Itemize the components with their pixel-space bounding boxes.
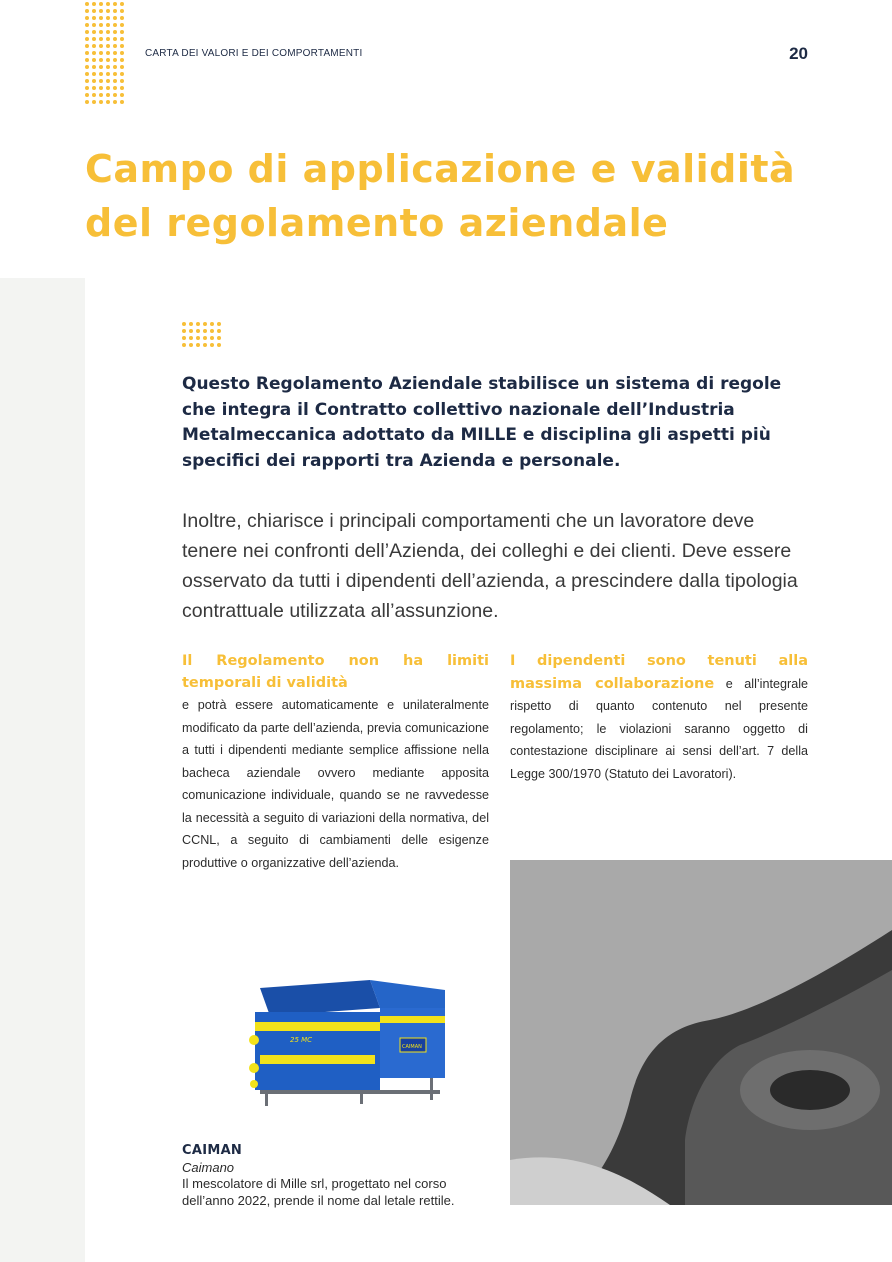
dot	[120, 44, 124, 48]
dot	[182, 336, 186, 340]
dot	[92, 9, 96, 13]
product-brand-label: CAIMAN	[402, 1044, 422, 1050]
dot	[99, 2, 103, 6]
dot	[113, 23, 117, 27]
dot	[92, 51, 96, 55]
dot	[113, 37, 117, 41]
dot	[210, 322, 214, 326]
dot-pattern-small	[182, 322, 221, 347]
dot	[106, 30, 110, 34]
dot	[92, 58, 96, 62]
running-header: CARTA DEI VALORI E DEI COMPORTAMENTI	[145, 48, 363, 59]
dot	[113, 30, 117, 34]
dot	[113, 2, 117, 6]
dot	[92, 44, 96, 48]
dot	[120, 86, 124, 90]
dot	[92, 23, 96, 27]
column-left-body: e potrà essere automaticamente e unilateralmente modificato da parte dell’azienda, previa comunicazione a tutti i dipendenti mediante semplice affissione nella bacheca aziendale ovvero mediante apposita comunicazione individuale, quando se ne ravvedesse la necessità a seguito di variazioni della normativa, del CCNL, a seguito di cambiamenti delle esigenze produttive o organizzative dell’azienda.	[182, 698, 489, 870]
dot	[85, 79, 89, 83]
dot	[182, 322, 186, 326]
dot	[99, 86, 103, 90]
dot	[92, 2, 96, 6]
dot	[113, 9, 117, 13]
dot	[113, 100, 117, 104]
dot	[189, 336, 193, 340]
dot	[113, 72, 117, 76]
column-left	[182, 650, 489, 874]
dot	[120, 2, 124, 6]
dot	[99, 30, 103, 34]
dot	[189, 329, 193, 333]
dot	[120, 37, 124, 41]
dot	[113, 51, 117, 55]
side-panel	[0, 278, 85, 1262]
dot	[113, 44, 117, 48]
dot	[120, 100, 124, 104]
mixer-product-image	[240, 960, 455, 1110]
intro-paragraph: Inoltre, chiarisce i principali comportamenti che un lavoratore deve tenere nei confronti dell’Azienda, dei colleghi e dei clienti. Deve essere osservato da tutti i dipendenti dell’azienda, a prescindere dalla tipologia contrattuale utilizzata all’assunzione.	[182, 510, 798, 622]
dot	[85, 30, 89, 34]
dot	[99, 23, 103, 27]
column-right-body: e all’integrale rispetto di quanto contenuto nel presente regolamento; le violazioni saranno oggetto di contestazione disciplinare ai sensi dell’art. 7 della Legge 300/1970 (Statuto dei Lavoratori).	[510, 676, 808, 781]
dot	[120, 93, 124, 97]
dot	[106, 65, 110, 69]
dot	[113, 79, 117, 83]
dot	[106, 51, 110, 55]
dot	[85, 51, 89, 55]
dot	[85, 58, 89, 62]
dot	[120, 58, 124, 62]
dot	[196, 343, 200, 347]
dot	[92, 16, 96, 20]
dot	[99, 100, 103, 104]
dot	[106, 79, 110, 83]
dot	[85, 100, 89, 104]
dot	[99, 16, 103, 20]
dot	[85, 2, 89, 6]
dot	[99, 72, 103, 76]
dot	[120, 23, 124, 27]
dot	[92, 72, 96, 76]
dot	[106, 9, 110, 13]
column-right	[510, 650, 808, 785]
dot	[217, 336, 221, 340]
dot	[113, 93, 117, 97]
dot	[92, 65, 96, 69]
dot	[210, 343, 214, 347]
dot	[85, 93, 89, 97]
dot	[99, 93, 103, 97]
caiman-photo	[510, 860, 892, 1205]
dot	[106, 100, 110, 104]
dot	[92, 37, 96, 41]
dot	[113, 16, 117, 20]
dot	[210, 336, 214, 340]
dot	[85, 72, 89, 76]
dot	[85, 9, 89, 13]
dot	[106, 23, 110, 27]
dot	[106, 37, 110, 41]
dot	[106, 16, 110, 20]
dot	[217, 329, 221, 333]
dot	[120, 51, 124, 55]
dot	[113, 58, 117, 62]
dot	[106, 86, 110, 90]
dot	[113, 65, 117, 69]
page-title: Campo di applicazione e validità del regolamento aziendale	[85, 147, 796, 245]
dot	[92, 100, 96, 104]
dot	[189, 343, 193, 347]
dot-pattern-top	[85, 2, 124, 104]
column-left-heading: Il Regolamento non ha limiti temporali di validità	[182, 653, 489, 691]
dot	[189, 322, 193, 326]
dot	[113, 86, 117, 90]
caption-subtitle: Caimano	[182, 1159, 235, 1175]
dot	[106, 44, 110, 48]
dot	[203, 336, 207, 340]
dot	[99, 65, 103, 69]
caption-text: Il mescolatore di Mille srl, progettato nel corso dell’anno 2022, prende il nome dal letale rettile.	[182, 1176, 455, 1208]
dot	[182, 329, 186, 333]
dot	[85, 16, 89, 20]
dot	[106, 93, 110, 97]
dot	[85, 44, 89, 48]
dot	[85, 23, 89, 27]
dot	[92, 93, 96, 97]
lead-paragraph: Questo Regolamento Aziendale stabilisce un sistema di regole che integra il Contratto collettivo nazionale dell’Industria Metalmeccanica adottato da MILLE e disciplina gli aspetti più specifici dei rapporti tra Azienda e personale.	[182, 374, 782, 471]
dot	[217, 343, 221, 347]
dot	[99, 79, 103, 83]
dot	[196, 336, 200, 340]
dot	[99, 51, 103, 55]
dot	[85, 86, 89, 90]
dot	[203, 322, 207, 326]
dot	[120, 30, 124, 34]
dot	[182, 343, 186, 347]
column-right-heading: I dipendenti sono tenuti alla massima collaborazione	[510, 653, 808, 692]
dot	[120, 9, 124, 13]
dot	[120, 16, 124, 20]
caption-title: CAIMAN	[182, 1143, 243, 1158]
dot	[92, 86, 96, 90]
dot	[99, 44, 103, 48]
dot	[196, 329, 200, 333]
dot	[120, 79, 124, 83]
product-capacity-label: 25 MC	[290, 1036, 313, 1044]
page-number: 20	[789, 44, 808, 63]
product-caption	[182, 1143, 492, 1209]
dot	[217, 322, 221, 326]
dot	[92, 79, 96, 83]
dot	[210, 329, 214, 333]
dot	[196, 322, 200, 326]
dot	[203, 329, 207, 333]
dot	[106, 72, 110, 76]
dot	[99, 9, 103, 13]
dot	[120, 72, 124, 76]
dot	[106, 2, 110, 6]
dot	[85, 37, 89, 41]
dot	[85, 65, 89, 69]
dot	[203, 343, 207, 347]
dot	[99, 37, 103, 41]
dot	[120, 65, 124, 69]
dot	[92, 30, 96, 34]
dot	[106, 58, 110, 62]
dot	[99, 58, 103, 62]
